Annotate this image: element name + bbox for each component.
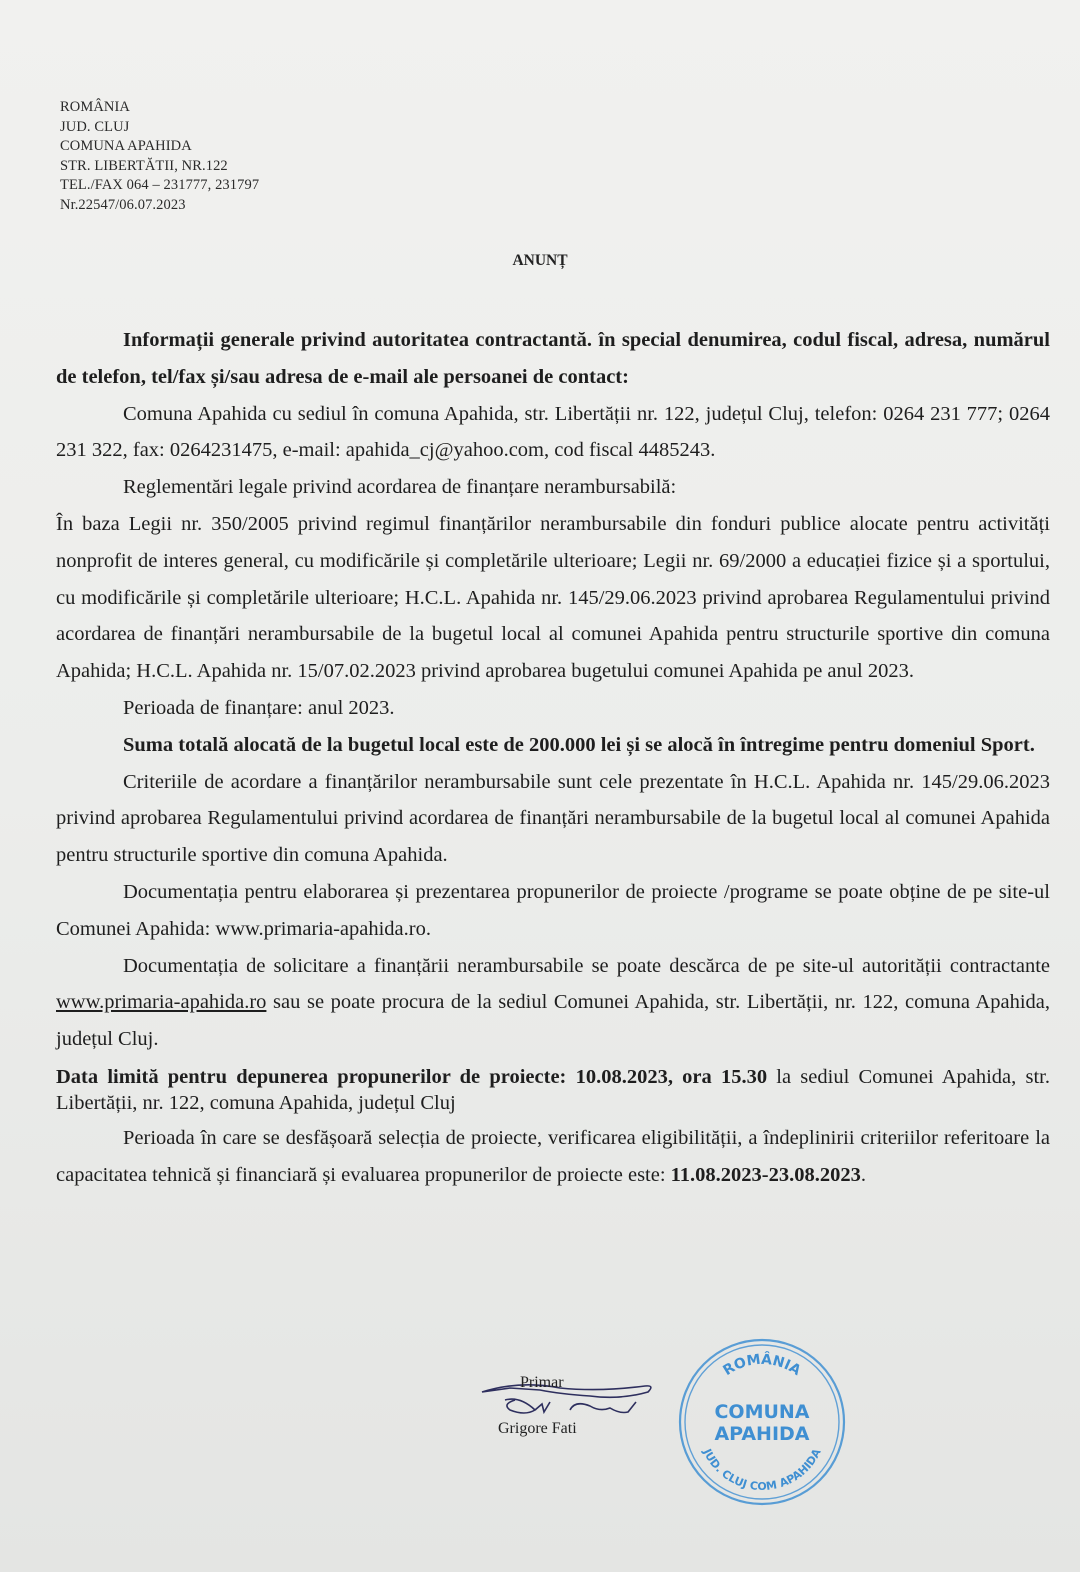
letterhead-country: ROMÂNIA bbox=[60, 99, 130, 115]
selection-paragraph bbox=[56, 1120, 1050, 1194]
selection-end: . bbox=[860, 1163, 866, 1186]
request-docs-paragraph bbox=[56, 948, 1050, 1058]
documentation-paragraph: Documentația pentru elaborarea și prezentarea propunerilor de proiecte /programe se poate obține de pe site-ul Comunei Apahida: www.primaria-apahida.ro. bbox=[56, 880, 1050, 940]
general-info-heading: Informații generale privind autoritatea contractantă. în special denumirea, codul fiscal, adresa, numărul de telefon, tel/fax și/sau adresa de e-mail ale persoanei de contact: bbox=[56, 329, 1050, 388]
letterhead-county: JUD. CLUJ bbox=[60, 118, 130, 135]
total-amount: Suma totală alocată de la bugetul local este de 200.000 lei și se alocă în întregime pentru domeniul Sport. bbox=[123, 733, 1035, 756]
regulations-body: În baza Legii nr. 350/2005 privind regimul finanțărilor nerambursabile din fonduri publice alocate pentru activități nonprofit de interes general, cu modificările și completările ulterioare; Legii nr. 69/2000 a educației fizice și a sportului, cu modificările și completările ulterioare; H.C.L. Apahida nr. 145/29.06.2023 privind aprobarea Regulamentului privind acordarea de finanțări nerambursabile de la bugetul local al comunei Apahida pentru structurile sportive din comuna Apahida; H.C.L. Apahida nr. 15/07.02.2023 privind aprobarea bugetului comunei Apahida pe anul 2023. bbox=[56, 512, 1050, 683]
stamp-center-line1: COMUNA bbox=[714, 1401, 810, 1423]
request-docs-text: Documentația de solicitare a finanțării nerambursabile se poate descărca de pe site-ul autorității contractante bbox=[123, 954, 1050, 977]
criteria-paragraph: Criteriile de acordare a finanțărilor nerambursabile sunt cele prezentate în H.C.L. Apahida nr. 145/29.06.2023 privind aprobarea Regulamentului privind acordarea de finanțări nerambursabile de la bugetul local al comunei Apahida pentru structurile sportive din comuna Apahida. bbox=[56, 770, 1050, 867]
funding-period: Perioada de finanțare: anul 2023. bbox=[123, 696, 395, 719]
request-docs-text-end: sau se poate procura de la sediul Comunei Apahida, str. Libertății, nr. 122, comuna Apahida, județul Cluj. bbox=[56, 991, 1050, 1051]
deadline-location: la sediul Comunei Apahida, str. Libertății, nr. 122, comuna Apahida, județul Cluj bbox=[56, 1065, 1050, 1114]
handwritten-signature-icon bbox=[480, 1370, 660, 1450]
regulations-heading: Reglementări legale privind acordarea de finanțare nerambursabilă: bbox=[123, 476, 677, 499]
letterhead-address: STR. LIBERTĂTII, NR.122 bbox=[60, 157, 228, 174]
letterhead bbox=[60, 98, 259, 215]
website-link[interactable]: www.primaria-apahida.ro bbox=[56, 991, 267, 1014]
selection-text: Perioada în care se desfășoară selecția de proiecte, verificarea eligibilității, a îndeplinirii criteriilor referitoare la capacitatea tehnică și financiară și evaluarea propunerilor de proiecte este: bbox=[56, 1126, 1050, 1186]
deadline-text: Data limită pentru depunerea propunerilor de proiecte: 10.08.2023, ora 15.30 bbox=[56, 1065, 768, 1088]
selection-dates: 11.08.2023-23.08.2023 bbox=[670, 1163, 861, 1186]
official-stamp bbox=[676, 1336, 848, 1508]
letterhead-phone: TEL./FAX 064 – 231777, 231797 bbox=[60, 177, 260, 193]
registration-number: Nr.22547/06.07.2023 bbox=[60, 196, 186, 213]
stamp-top-text: ROMÂNIA bbox=[720, 1351, 804, 1380]
deadline-paragraph bbox=[56, 1064, 1050, 1116]
stamp-bottom-text: JUD. CLUJ COM APAHIDA bbox=[700, 1446, 824, 1494]
document-title: ANUNȚ bbox=[512, 252, 568, 269]
document-body bbox=[56, 322, 1050, 1194]
stamp-seal-icon bbox=[676, 1336, 848, 1508]
stamp-center-line2: APAHIDA bbox=[714, 1423, 810, 1445]
general-info-body: Comuna Apahida cu sediul în comuna Apahida, str. Libertății nr. 122, județul Cluj, telefon: 0264 231 777; 0264 231 322, fax: 0264231475, e-mail: apahida_cj@yahoo.com, cod fiscal 4485243. bbox=[56, 402, 1050, 462]
mayor-signature-block bbox=[480, 1370, 660, 1450]
signatory-name: Grigore Fati bbox=[498, 1420, 577, 1437]
letterhead-commune: COMUNA APAHIDA bbox=[60, 138, 192, 154]
signatory-role: Primar bbox=[520, 1374, 564, 1391]
